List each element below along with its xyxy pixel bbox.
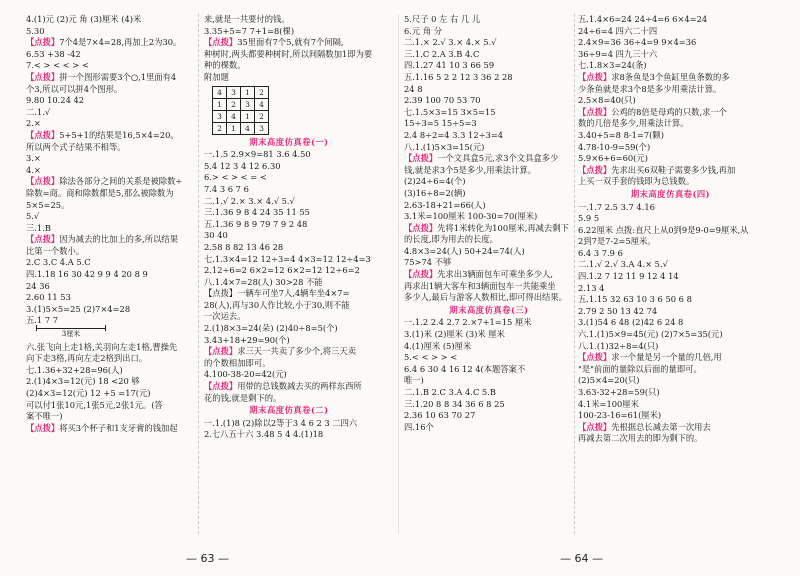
answer-line: 3.1米=100厘米 100-30=70(厘米) <box>404 211 538 222</box>
answer-line: 2.58 8 82 13 46 28 <box>204 241 284 252</box>
answer-line: 2.39 100 70 53 70 <box>404 95 481 106</box>
answer-line: 4.78-10-9=59(个) <box>578 141 651 152</box>
hint-label: 【点拨】 <box>404 269 438 280</box>
section-heading: 期末高度仿真卷(一) <box>249 136 329 147</box>
hint-text: 公鸡的8倍是母鸡的只数,求一个 <box>611 106 727 117</box>
hint-label: 【点拨】 <box>26 176 60 187</box>
answer-line: 24 8 <box>404 83 423 94</box>
answer-line: 七.1.8×3=24(条) <box>578 60 647 71</box>
answer-line: 100-23-16=61(厘米) <box>578 410 662 421</box>
column-divider <box>198 14 199 534</box>
hint-text: 除法各部分之间的关系是被除数÷ <box>59 176 183 187</box>
column-1 <box>26 14 196 534</box>
answer-line: 向下走3格,再向左走2格到出口。 <box>26 353 148 364</box>
hint-text: 先求出买6双鞋子需要多少钱,再加 <box>611 164 736 175</box>
hint-label: 【点拨】 <box>26 37 60 48</box>
hint-text: 求8条鱼是3个鱼缸里鱼条数的多 <box>611 71 730 82</box>
answer-line: 二.1.× 2.√ 3.× 4.× 5.√ <box>404 37 497 48</box>
hint-line <box>578 72 763 84</box>
answer-line: 9.80 10.24 42 <box>26 95 85 106</box>
hint-label: 【点拨】 <box>204 381 238 392</box>
page-number-right: — 64 — <box>560 552 603 565</box>
hint-line <box>26 423 196 435</box>
answer-line: 3.(1)54 6 48 (2)42 6 24 8 <box>578 317 684 328</box>
answer-line: 3.(1)5×5=25 (2)7×4=28 <box>26 303 131 314</box>
answer-line: 一.1.5 2.9×9=81 3.6 4.50 <box>204 149 311 160</box>
answer-line: 五.1.4×6=24 24÷4=6 6×4=24 <box>578 14 708 24</box>
answer-line: 五.1.15 32 63 10 3 6 50 6 8 <box>578 294 692 305</box>
page-number-left: — 63 — <box>186 552 229 565</box>
answer-line: 多少人,最后与游客人数相比,即可得出结果。 <box>404 292 567 303</box>
answer-line: 个3,所以可以拼4个图形。 <box>26 83 123 94</box>
answer-line: 36÷9=4 四九三十六 <box>578 48 658 59</box>
answer-line: 4.× <box>26 164 41 175</box>
answer-line: 6.元 角 分 <box>404 25 443 36</box>
measure-segment: 3厘米 <box>36 328 106 341</box>
answer-line: 比第一个数小。 <box>26 245 85 256</box>
answer-line: 28(人),再与30人作比较,小于30,则不能 <box>204 299 350 310</box>
answer-line: 2.C 3.C 4.A 5.C <box>26 257 91 268</box>
answer-line: 再求出1辆大客车和3辆面包车一共能乘坐 <box>404 280 556 291</box>
answer-line: 4.1米=100厘米 <box>578 398 639 409</box>
answer-line: 5.9 5 <box>578 213 600 224</box>
answer-line: 四.1.27 41 10 3 66 59 <box>404 60 495 71</box>
grid-cell: 3 <box>213 111 227 123</box>
answer-line: 附加题 <box>204 71 229 82</box>
answer-line: 3.(1)米 (2)厘米 (3)米 厘米 <box>404 329 505 340</box>
grid-cell: 2 <box>227 99 241 111</box>
hint-text: 先求出3辆面包车可乘坐多少人, <box>437 269 553 280</box>
grid-cell: 4 <box>241 123 255 135</box>
hint-line <box>204 346 374 358</box>
answer-line: 再减去第二次用去的即为剩下的。 <box>578 433 703 444</box>
hint-label: 【点拨】 <box>26 422 60 433</box>
column-3 <box>404 14 574 534</box>
answer-line: 3.35+5=7 7+1=8(棵) <box>204 25 295 36</box>
answer-line: 6.4 3 7.9 6 <box>578 247 623 258</box>
answer-line: 一.1.7 2.5 3.7 4.16 <box>578 201 655 212</box>
hint-text: 用带的总钱数减去买的两样东西所 <box>237 381 362 392</box>
answer-line: 除数=商。商和除数都是5,那么被除数为 <box>26 187 174 198</box>
answer-line: 2.79 2 50 13 42 74 <box>578 305 658 316</box>
answer-line: 30 40 <box>204 230 228 241</box>
answer-line: 【点拨】一辆车可坐7人,4辆车坐4×7= <box>204 288 350 299</box>
answer-line: (2)4×3=12(元) 12 +5 =17(元) <box>26 388 151 398</box>
answer-line: 一.1.(1)8 (2)除以2等于3 4 6 2 3 二四六 <box>204 417 358 428</box>
answer-line: 24 36 <box>26 280 50 291</box>
hint-text: 先将1米转化为100厘米,再减去剩下 <box>437 222 569 233</box>
spine-divider <box>398 14 399 534</box>
answer-line: 2.4 8÷2=4 3.3 12÷3=4 <box>404 129 504 140</box>
answer-line: 7.4 3 6 7 6 <box>204 183 249 194</box>
section-heading: 期末高度仿真卷(四) <box>630 188 711 199</box>
answer-line: (2)5×4=20(只) <box>578 375 640 386</box>
answer-line: 6.4 6 30 4 16 12 4(本题答案不 <box>404 363 526 374</box>
answer-line: 75>74 不够 <box>404 257 452 268</box>
hint-line <box>404 153 574 165</box>
hint-label: 【点拨】 <box>578 421 612 432</box>
answer-line: 六.1.(1)5×9=45(元) (2)7×5=35(元) <box>578 329 723 340</box>
answer-line: 上买一双手套的钱即为总钱数。 <box>578 176 695 187</box>
answer-line: 4.(1)厘米 (5)厘米 <box>404 340 472 351</box>
hint-text: 求三天一共卖了多少个,将三天卖 <box>237 346 356 357</box>
answer-line: 三.1.C 2.A 3.B 4.C <box>404 48 480 59</box>
answer-line: 七.1.36+32+28=96(人) <box>26 364 123 375</box>
answer-line: 花的钱,就是剩下的。 <box>204 392 282 403</box>
answer-line: 七.1.3×4=12 12÷3=4 4×3=12 12÷4=3 <box>204 253 371 264</box>
grid-cell: 1 <box>213 99 227 111</box>
hint-line <box>578 165 763 177</box>
answer-line: 来,就是一共要付的钱。 <box>204 14 290 24</box>
answer-line: 5.< < > > < <box>404 352 458 363</box>
hint-line <box>204 37 374 49</box>
hint-line <box>26 37 196 49</box>
hint-label: 【点拨】 <box>578 71 612 82</box>
answer-line: (3)16÷8=2(辆) <box>404 187 466 198</box>
answer-line: 2.63-18+21=66(人) <box>404 199 486 210</box>
hint-label: 【点拨】 <box>578 352 612 363</box>
answer-line: 2.12÷6=2 6×2=12 6×2=12 12÷6=2 <box>204 265 360 276</box>
hint-text: 5+5+1的结果是16,5×4=20。 <box>59 129 179 140</box>
answer-line: 四.16个 <box>404 421 434 432</box>
answer-line: 二.1.√ 2.√ 3.A 4.× 5.√ <box>578 259 668 270</box>
answer-line: 2.60 11 53 <box>26 292 71 303</box>
hint-label: 【点拨】 <box>404 222 438 233</box>
answer-line: 5.尺子 0 左 右 几 儿 <box>404 14 481 24</box>
grid-cell: 2 <box>255 111 269 123</box>
answer-line: 2.13 4 <box>578 282 605 293</box>
answer-line: 6.53 +38 -42 <box>26 48 81 59</box>
answer-line: 四.1.2 7 12 11 9 12 4 14 <box>578 271 679 282</box>
answer-line: 一次运去。 <box>204 311 246 322</box>
answer-line: 二.1.√ 2.× 3.× 4.√ 5.√ <box>204 195 295 206</box>
answer-line: 的个数相加即可。 <box>204 357 271 368</box>
hint-line <box>404 223 574 235</box>
hint-line <box>26 72 196 84</box>
grid-cell: 1 <box>227 123 241 135</box>
column-4 <box>578 14 763 534</box>
grid-cell: 4 <box>255 99 269 111</box>
answer-line: 4.8×3=24(人) 50+24=74(人) <box>404 245 525 256</box>
hint-text: 因为减去的比加上的多,所以结果 <box>59 234 178 245</box>
answer-line: 2.4×9=36 36÷4=9 9×4=36 <box>578 37 697 48</box>
answer-line: 5.√ <box>26 211 40 222</box>
section-heading: 期末高度仿真卷(二) <box>249 405 329 416</box>
answer-line: 三.1.B <box>26 222 51 233</box>
answer-line: 4.(1)元 (2)元 角 (3)厘米 (4)米 <box>26 14 142 24</box>
answer-line: 种树时,两头都要种树时,所以间隔数加1即为要 <box>204 48 373 59</box>
answer-line: 2.(1)8×3=24(朵) (2)40÷8=5(个) <box>204 323 338 334</box>
hint-text: 先根据总长减去第一次用去 <box>611 421 711 432</box>
answer-line: 八.1.(1)5×3=15(元) <box>404 141 485 152</box>
puzzle-grid <box>212 86 269 135</box>
column-divider <box>574 14 575 534</box>
answer-line: 种的棵数。 <box>204 60 246 71</box>
answer-line: 二.1.B 2.C 3.A 4.C 5.B <box>404 387 496 397</box>
answer-line: 六.张飞向上走1格,关羽向左走1格,曹操先 <box>26 341 178 352</box>
answer-line: 钱,就是求3个5是多少,用乘法计算。 <box>404 164 536 175</box>
hint-text: 35里面有7个5,就有7个间隔, <box>237 37 344 48</box>
hint-label: 【点拨】 <box>26 234 60 245</box>
grid-cell: 1 <box>241 87 255 99</box>
answer-line: 5.30 <box>26 25 45 36</box>
answer-line: 八.1.4×7=28(人) 30>28 不能 <box>204 276 323 287</box>
answer-line: 少条鱼就是求3个8是多少用乘法计算。 <box>578 83 722 94</box>
answer-line: 一.1.2 2.4 2.7 2.×7+1=15 厘米 <box>404 317 532 328</box>
answer-line: 五.1.16 5 2 2 12 3 36 2 28 <box>404 71 513 82</box>
answer-line: 2.(1)4×3=12(元) 18 <20 够 <box>26 376 140 387</box>
hint-line <box>204 381 374 393</box>
answer-line: "是"前面的量除以后面的量即可。 <box>578 363 702 374</box>
hint-line <box>578 422 763 434</box>
answer-line: 的长度,即为用去的长度。 <box>404 234 498 245</box>
answer-line: 七.1.5×3=15 3×5=15 <box>404 106 496 117</box>
answer-line: 三.1.20 8 8 34 36 6 8 25 <box>404 398 505 409</box>
hint-text: 7个4是7×4=28,再加上2为30。 <box>59 37 182 48</box>
hint-label: 【点拨】 <box>26 71 60 82</box>
column-2 <box>204 14 374 534</box>
hint-text: 求一个量是另一个量的几倍,用 <box>611 352 722 363</box>
answer-line: 7.< > < < > < <box>26 60 89 71</box>
hint-label: 【点拨】 <box>204 346 238 357</box>
answer-line: 15÷3=5 15÷5=3 <box>404 118 477 129</box>
answer-line: 6.22厘米 点拨:直尺上从0到9是9-0=9厘米,从 <box>578 224 749 235</box>
answer-line: 6.> < > < = < <box>204 172 267 183</box>
answer-line: 可以付1张10元,1张5元,2张1元。(答 <box>26 399 163 410</box>
answer-line: 24÷6=4 四六二十四 <box>578 25 658 36</box>
answer-line: 2.36 10 63 70 27 <box>404 410 476 421</box>
grid-cell: 3 <box>241 99 255 111</box>
answer-line: 三.1.36 9 8 4 24 35 11 55 <box>204 207 310 218</box>
hint-label: 【点拨】 <box>204 37 238 48</box>
answer-line: 五.1.36 9 8 9 79 7 9 2 48 <box>204 218 308 229</box>
answer-line: 四.1.18 16 30 42 9 9 4 20 8 9 <box>26 269 148 280</box>
answer-line: 2.5×8=40(只) <box>578 95 636 106</box>
section-heading: 期末高度仿真卷(三) <box>449 304 529 315</box>
grid-cell: 3 <box>227 87 241 99</box>
grid-cell: 1 <box>241 111 255 123</box>
hint-label: 【点拨】 <box>578 164 612 175</box>
hint-line <box>26 130 196 142</box>
hint-line <box>404 269 574 281</box>
hint-label: 【点拨】 <box>578 106 612 117</box>
answer-line: 3.× <box>26 153 41 164</box>
answer-line: 2.× <box>26 118 41 129</box>
answer-line: 唯一) <box>404 375 424 386</box>
answer-line: 八.1.(1)32÷8=4(只) <box>578 340 659 351</box>
hint-text: 拼一个图形需要3个○,1里面有4 <box>59 71 177 82</box>
hint-text: 将买3个杯子和1支牙膏的钱加起 <box>59 422 178 433</box>
hint-label: 【点拨】 <box>404 153 438 164</box>
answer-line: 案不唯一) <box>26 411 63 422</box>
grid-cell: 3 <box>255 123 269 135</box>
answer-line: 所以两个式子结果不相等。 <box>26 141 126 152</box>
answer-line: 4.100-38-20=42(元) <box>204 369 287 380</box>
hint-line <box>578 352 763 364</box>
grid-cell: 4 <box>227 111 241 123</box>
answer-line: 五.1 7 7 <box>26 315 59 326</box>
answer-line: 5.4 12 3 4 12 6.30 <box>204 160 281 171</box>
hint-text: 一个文具盒5元,求3个文具盒多少 <box>437 153 559 164</box>
hint-line <box>26 234 196 246</box>
hint-line <box>578 107 763 119</box>
grid-cell: 4 <box>213 87 227 99</box>
answer-line: (2)24÷6=4(个) <box>404 176 466 187</box>
answer-line: 5.9×6+6=60(元) <box>578 153 648 164</box>
grid-cell: 2 <box>255 87 269 99</box>
answer-line: 数的几倍是多少,用乘法计算。 <box>578 118 689 129</box>
answer-line: 二.1.√ <box>26 106 51 117</box>
hint-label: 【点拨】 <box>26 129 60 140</box>
answer-line: 5×5=25。 <box>26 199 70 210</box>
answer-line: 3.40+5=8 8-1=7(颗) <box>578 129 664 140</box>
answer-line: 2到7是7-2=5厘米。 <box>578 236 656 247</box>
answer-line: 3.63-32+28=59(只) <box>578 387 660 397</box>
answer-line: 2.七八五十六 3.48 5 4 4.(1)18 <box>204 429 324 440</box>
answer-line: 3.43+18+29=90(个) <box>204 334 290 345</box>
hint-line <box>26 176 196 188</box>
grid-cell: 2 <box>213 123 227 135</box>
